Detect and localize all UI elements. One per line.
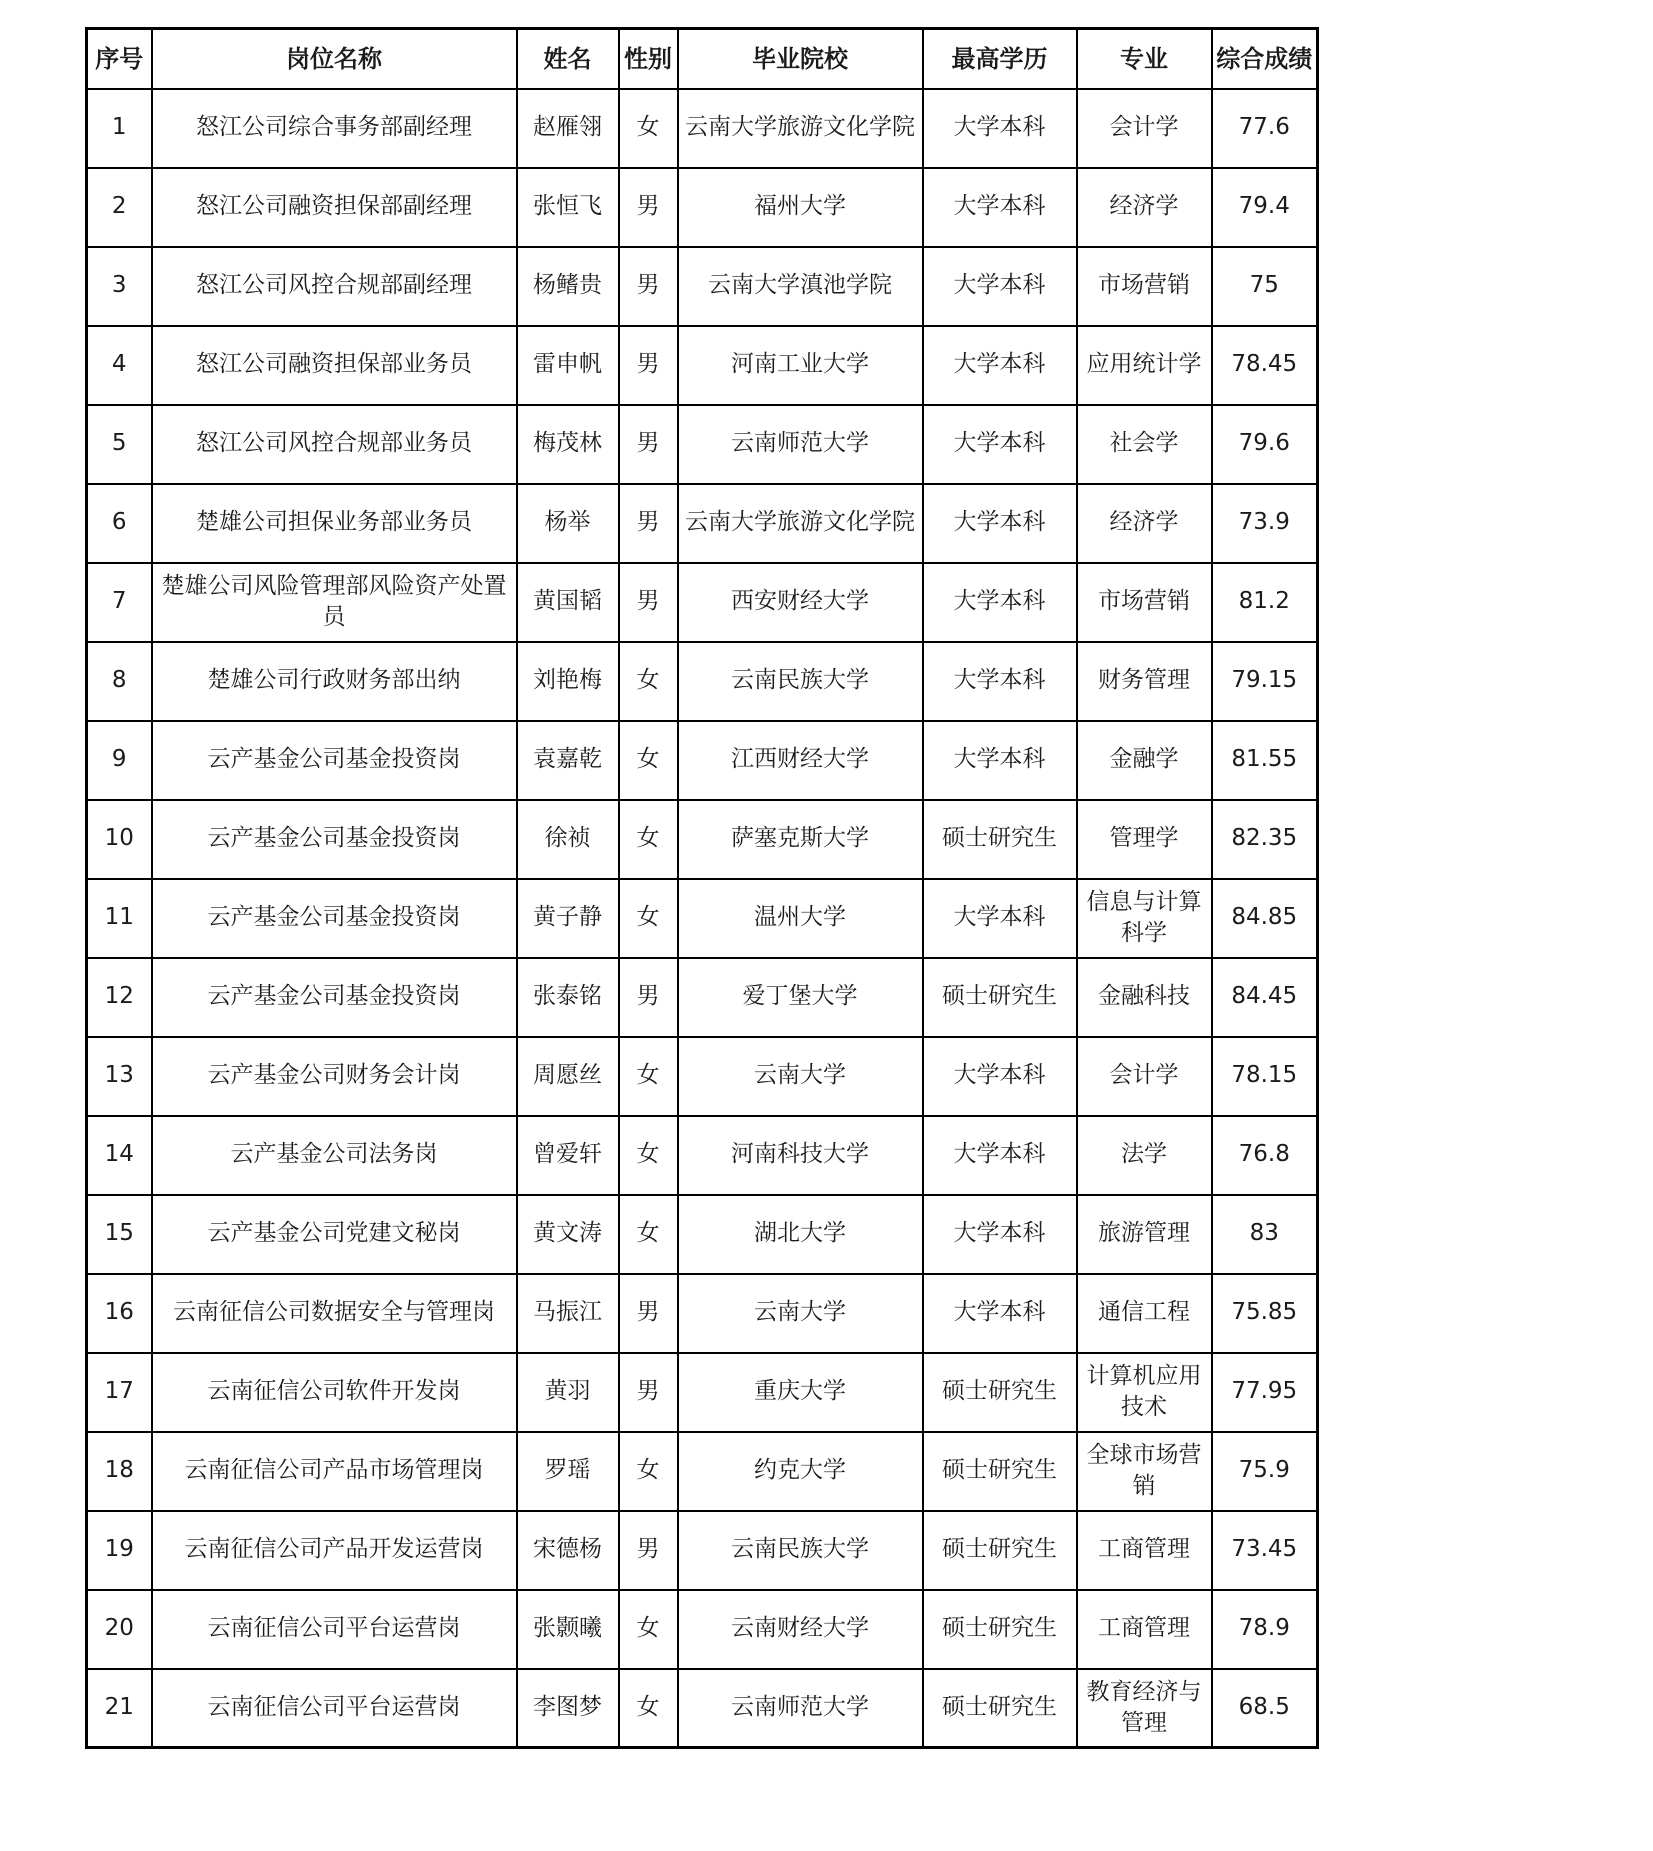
score-table-body	[87, 89, 1318, 1748]
cell-score: 73.45	[1212, 1511, 1318, 1590]
cell-school: 重庆大学	[678, 1353, 923, 1432]
cell-school: 河南工业大学	[678, 326, 923, 405]
cell-position: 云产基金公司基金投资岗	[152, 721, 517, 800]
cell-position: 云南征信公司软件开发岗	[152, 1353, 517, 1432]
cell-degree: 硕士研究生	[923, 800, 1077, 879]
cell-score: 84.85	[1212, 879, 1318, 958]
cell-position: 楚雄公司风险管理部风险资产处置员	[152, 563, 517, 642]
cell-seq: 12	[87, 958, 152, 1037]
cell-position: 云产基金公司法务岗	[152, 1116, 517, 1195]
cell-name: 黄子静	[517, 879, 619, 958]
cell-school: 云南民族大学	[678, 642, 923, 721]
cell-name: 张泰铭	[517, 958, 619, 1037]
cell-gender: 女	[619, 1432, 678, 1511]
cell-position: 云产基金公司基金投资岗	[152, 800, 517, 879]
table-row	[87, 1037, 1318, 1116]
cell-gender: 男	[619, 405, 678, 484]
cell-gender: 女	[619, 1195, 678, 1274]
cell-major: 全球市场营销	[1077, 1432, 1212, 1511]
cell-seq: 17	[87, 1353, 152, 1432]
cell-seq: 5	[87, 405, 152, 484]
cell-major: 管理学	[1077, 800, 1212, 879]
cell-seq: 8	[87, 642, 152, 721]
cell-seq: 21	[87, 1669, 152, 1748]
header-score: 综合成绩	[1212, 29, 1318, 89]
cell-gender: 女	[619, 879, 678, 958]
cell-degree: 大学本科	[923, 563, 1077, 642]
cell-school: 云南民族大学	[678, 1511, 923, 1590]
table-row	[87, 642, 1318, 721]
cell-major: 工商管理	[1077, 1590, 1212, 1669]
table-row	[87, 1274, 1318, 1353]
table-row	[87, 879, 1318, 958]
header-major: 专业	[1077, 29, 1212, 89]
cell-school: 云南大学滇池学院	[678, 247, 923, 326]
cell-score: 79.4	[1212, 168, 1318, 247]
cell-seq: 4	[87, 326, 152, 405]
cell-gender: 男	[619, 563, 678, 642]
cell-gender: 女	[619, 800, 678, 879]
table-row	[87, 89, 1318, 168]
cell-score: 78.45	[1212, 326, 1318, 405]
cell-school: 云南财经大学	[678, 1590, 923, 1669]
cell-score: 82.35	[1212, 800, 1318, 879]
cell-position: 云产基金公司基金投资岗	[152, 879, 517, 958]
cell-major: 通信工程	[1077, 1274, 1212, 1353]
table-row	[87, 168, 1318, 247]
cell-degree: 硕士研究生	[923, 1511, 1077, 1590]
cell-position: 云南征信公司平台运营岗	[152, 1590, 517, 1669]
cell-major: 经济学	[1077, 168, 1212, 247]
cell-gender: 男	[619, 168, 678, 247]
cell-school: 温州大学	[678, 879, 923, 958]
table-row	[87, 247, 1318, 326]
cell-score: 83	[1212, 1195, 1318, 1274]
cell-degree: 大学本科	[923, 247, 1077, 326]
cell-gender: 男	[619, 1353, 678, 1432]
cell-seq: 10	[87, 800, 152, 879]
cell-gender: 男	[619, 1274, 678, 1353]
cell-gender: 男	[619, 247, 678, 326]
cell-score: 79.6	[1212, 405, 1318, 484]
cell-major: 金融科技	[1077, 958, 1212, 1037]
cell-name: 罗瑶	[517, 1432, 619, 1511]
cell-score: 76.8	[1212, 1116, 1318, 1195]
header-gender: 性别	[619, 29, 678, 89]
cell-major: 会计学	[1077, 89, 1212, 168]
cell-degree: 大学本科	[923, 405, 1077, 484]
cell-major: 经济学	[1077, 484, 1212, 563]
cell-score: 68.5	[1212, 1669, 1318, 1748]
cell-name: 梅茂林	[517, 405, 619, 484]
cell-position: 云产基金公司基金投资岗	[152, 958, 517, 1037]
cell-degree: 大学本科	[923, 1195, 1077, 1274]
cell-seq: 16	[87, 1274, 152, 1353]
cell-score: 73.9	[1212, 484, 1318, 563]
cell-school: 西安财经大学	[678, 563, 923, 642]
cell-score: 75	[1212, 247, 1318, 326]
header-row	[87, 29, 1318, 89]
cell-seq: 18	[87, 1432, 152, 1511]
cell-major: 计算机应用技术	[1077, 1353, 1212, 1432]
cell-position: 楚雄公司担保业务部业务员	[152, 484, 517, 563]
cell-degree: 大学本科	[923, 326, 1077, 405]
cell-position: 云产基金公司财务会计岗	[152, 1037, 517, 1116]
cell-position: 怒江公司风控合规部副经理	[152, 247, 517, 326]
cell-name: 徐祯	[517, 800, 619, 879]
cell-name: 马振江	[517, 1274, 619, 1353]
cell-position: 怒江公司综合事务部副经理	[152, 89, 517, 168]
cell-major: 应用统计学	[1077, 326, 1212, 405]
cell-name: 袁嘉乾	[517, 721, 619, 800]
header-seq: 序号	[87, 29, 152, 89]
cell-seq: 2	[87, 168, 152, 247]
cell-school: 湖北大学	[678, 1195, 923, 1274]
cell-school: 云南师范大学	[678, 1669, 923, 1748]
cell-gender: 女	[619, 89, 678, 168]
score-table	[85, 27, 1319, 1749]
cell-major: 工商管理	[1077, 1511, 1212, 1590]
cell-major: 金融学	[1077, 721, 1212, 800]
header-school: 毕业院校	[678, 29, 923, 89]
cell-position: 云南征信公司产品市场管理岗	[152, 1432, 517, 1511]
cell-major: 市场营销	[1077, 247, 1212, 326]
cell-score: 77.6	[1212, 89, 1318, 168]
cell-gender: 男	[619, 958, 678, 1037]
cell-position: 云南征信公司数据安全与管理岗	[152, 1274, 517, 1353]
cell-score: 79.15	[1212, 642, 1318, 721]
cell-degree: 大学本科	[923, 89, 1077, 168]
cell-seq: 13	[87, 1037, 152, 1116]
cell-seq: 15	[87, 1195, 152, 1274]
cell-gender: 女	[619, 642, 678, 721]
cell-gender: 男	[619, 484, 678, 563]
table-row	[87, 1116, 1318, 1195]
cell-degree: 大学本科	[923, 484, 1077, 563]
cell-gender: 女	[619, 1037, 678, 1116]
cell-degree: 大学本科	[923, 168, 1077, 247]
cell-school: 约克大学	[678, 1432, 923, 1511]
cell-name: 张恒飞	[517, 168, 619, 247]
cell-seq: 11	[87, 879, 152, 958]
cell-school: 云南师范大学	[678, 405, 923, 484]
cell-seq: 14	[87, 1116, 152, 1195]
cell-seq: 6	[87, 484, 152, 563]
cell-school: 河南科技大学	[678, 1116, 923, 1195]
cell-score: 78.15	[1212, 1037, 1318, 1116]
cell-seq: 20	[87, 1590, 152, 1669]
cell-degree: 硕士研究生	[923, 1590, 1077, 1669]
header-position: 岗位名称	[152, 29, 517, 89]
table-row	[87, 1353, 1318, 1432]
cell-position: 楚雄公司行政财务部出纳	[152, 642, 517, 721]
cell-major: 社会学	[1077, 405, 1212, 484]
cell-name: 周愿丝	[517, 1037, 619, 1116]
cell-score: 81.55	[1212, 721, 1318, 800]
table-row	[87, 800, 1318, 879]
cell-name: 杨举	[517, 484, 619, 563]
cell-position: 怒江公司风控合规部业务员	[152, 405, 517, 484]
cell-degree: 大学本科	[923, 879, 1077, 958]
cell-degree: 大学本科	[923, 1274, 1077, 1353]
cell-degree: 硕士研究生	[923, 1432, 1077, 1511]
cell-score: 77.95	[1212, 1353, 1318, 1432]
cell-major: 财务管理	[1077, 642, 1212, 721]
cell-school: 福州大学	[678, 168, 923, 247]
cell-score: 75.85	[1212, 1274, 1318, 1353]
cell-seq: 7	[87, 563, 152, 642]
table-row	[87, 721, 1318, 800]
table-row	[87, 326, 1318, 405]
header-name: 姓名	[517, 29, 619, 89]
cell-degree: 硕士研究生	[923, 958, 1077, 1037]
cell-gender: 女	[619, 1669, 678, 1748]
table-row	[87, 1195, 1318, 1274]
cell-gender: 女	[619, 721, 678, 800]
table-row	[87, 1590, 1318, 1669]
cell-name: 曾爱轩	[517, 1116, 619, 1195]
cell-school: 爱丁堡大学	[678, 958, 923, 1037]
cell-major: 旅游管理	[1077, 1195, 1212, 1274]
cell-name: 李图梦	[517, 1669, 619, 1748]
cell-position: 云南征信公司平台运营岗	[152, 1669, 517, 1748]
cell-position: 云产基金公司党建文秘岗	[152, 1195, 517, 1274]
cell-major: 市场营销	[1077, 563, 1212, 642]
cell-score: 78.9	[1212, 1590, 1318, 1669]
cell-score: 81.2	[1212, 563, 1318, 642]
cell-gender: 男	[619, 326, 678, 405]
cell-name: 黄国韬	[517, 563, 619, 642]
cell-score: 84.45	[1212, 958, 1318, 1037]
cell-major: 教育经济与管理	[1077, 1669, 1212, 1748]
cell-major: 信息与计算科学	[1077, 879, 1212, 958]
cell-score: 75.9	[1212, 1432, 1318, 1511]
cell-school: 云南大学旅游文化学院	[678, 89, 923, 168]
cell-degree: 硕士研究生	[923, 1353, 1077, 1432]
cell-seq: 3	[87, 247, 152, 326]
cell-gender: 女	[619, 1116, 678, 1195]
cell-degree: 大学本科	[923, 1116, 1077, 1195]
cell-school: 云南大学	[678, 1274, 923, 1353]
cell-name: 张颢曦	[517, 1590, 619, 1669]
cell-name: 杨鳍贵	[517, 247, 619, 326]
cell-position: 云南征信公司产品开发运营岗	[152, 1511, 517, 1590]
table-row	[87, 958, 1318, 1037]
cell-seq: 1	[87, 89, 152, 168]
cell-name: 赵雁翎	[517, 89, 619, 168]
cell-major: 法学	[1077, 1116, 1212, 1195]
cell-name: 宋德杨	[517, 1511, 619, 1590]
cell-seq: 19	[87, 1511, 152, 1590]
cell-seq: 9	[87, 721, 152, 800]
table-row	[87, 1511, 1318, 1590]
cell-degree: 大学本科	[923, 721, 1077, 800]
cell-school: 云南大学旅游文化学院	[678, 484, 923, 563]
cell-degree: 硕士研究生	[923, 1669, 1077, 1748]
table-row	[87, 405, 1318, 484]
cell-gender: 男	[619, 1511, 678, 1590]
cell-name: 黄羽	[517, 1353, 619, 1432]
cell-name: 刘艳梅	[517, 642, 619, 721]
table-row	[87, 484, 1318, 563]
cell-school: 云南大学	[678, 1037, 923, 1116]
header-degree: 最高学历	[923, 29, 1077, 89]
cell-school: 江西财经大学	[678, 721, 923, 800]
cell-degree: 大学本科	[923, 1037, 1077, 1116]
cell-gender: 女	[619, 1590, 678, 1669]
cell-name: 雷申帆	[517, 326, 619, 405]
cell-degree: 大学本科	[923, 642, 1077, 721]
table-row	[87, 1669, 1318, 1748]
cell-school: 萨塞克斯大学	[678, 800, 923, 879]
cell-major: 会计学	[1077, 1037, 1212, 1116]
table-row	[87, 1432, 1318, 1511]
cell-name: 黄文涛	[517, 1195, 619, 1274]
cell-position: 怒江公司融资担保部业务员	[152, 326, 517, 405]
cell-position: 怒江公司融资担保部副经理	[152, 168, 517, 247]
table-row	[87, 563, 1318, 642]
